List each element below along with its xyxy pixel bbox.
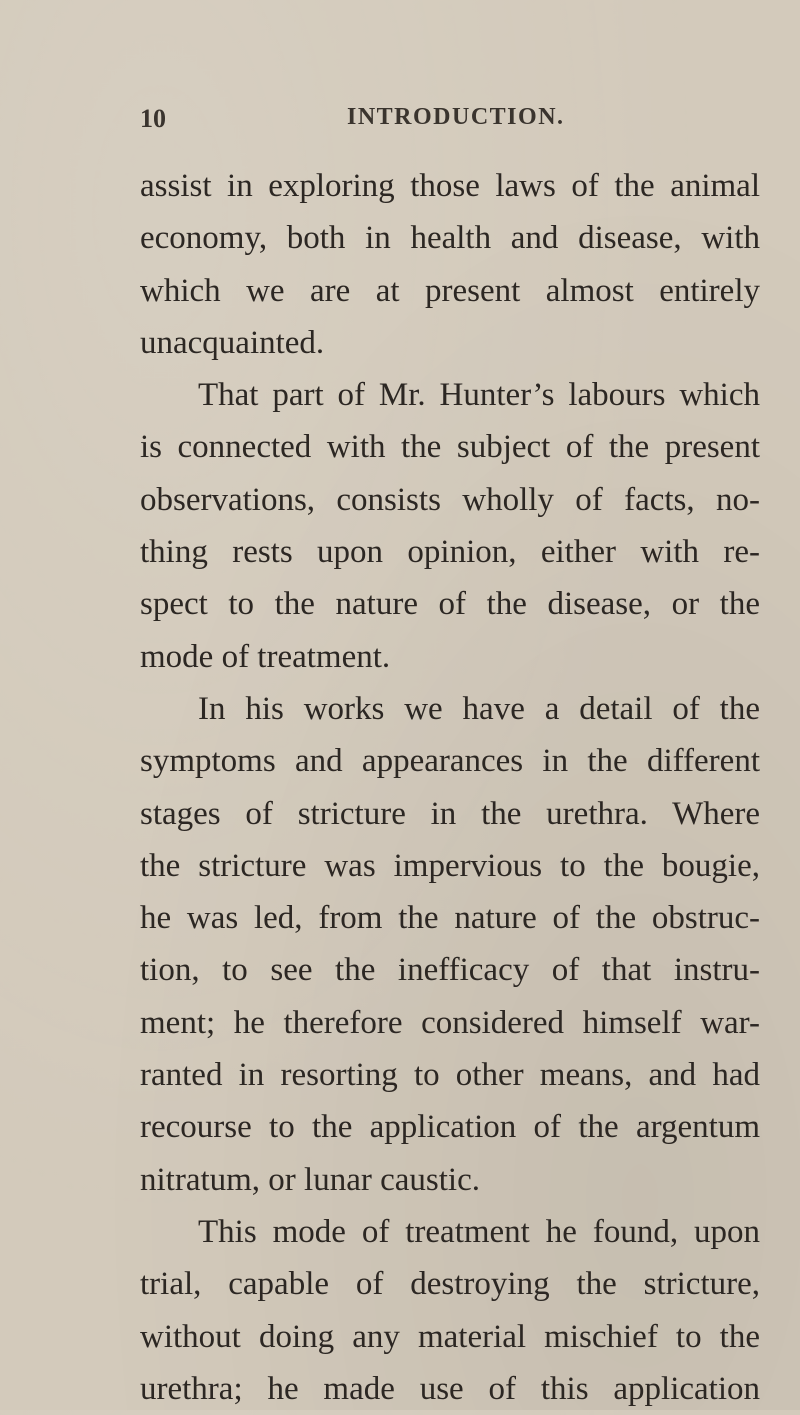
text-line: ment; he therefore considered himself war- <box>140 1004 760 1041</box>
text-line: assist in exploring those laws of the animal <box>140 168 760 204</box>
text-line: is connected with the subject of the present <box>140 429 760 466</box>
text-line: unacquainted. <box>140 324 325 361</box>
text-line: economy, both in health and disease, with <box>140 220 760 257</box>
paragraph-start-line: That part of Mr. Hunter’s labours which <box>198 377 760 414</box>
text-line: stages of stricture in the urethra. Where <box>140 795 760 832</box>
text-line: trial, capable of destroying the stricture, <box>140 1266 760 1303</box>
text-line: urethra; he made use of this application <box>140 1370 760 1407</box>
text-line: recourse to the application of the argentum <box>140 1109 760 1146</box>
text-line: thing rests upon opinion, either with re- <box>140 534 760 571</box>
text-line: tion, to see the inefficacy of that instru- <box>140 952 760 989</box>
text-line: mode of treatment. <box>140 638 391 675</box>
body-text <box>140 160 760 1415</box>
running-head: INTRODUCTION. <box>347 104 565 130</box>
paragraph-start-line: This mode of treatment he found, upon <box>198 1213 760 1250</box>
text-line: he was led, from the nature of the obstruc- <box>140 900 760 937</box>
page-header <box>140 104 800 144</box>
text-line: spect to the nature of the disease, or the <box>140 586 760 623</box>
text-line: symptoms and appearances in the different <box>140 743 760 780</box>
text-line: the stricture was impervious to the bougie, <box>140 847 760 884</box>
paragraph-start-line: In his works we have a detail of the <box>198 690 760 727</box>
text-line: nitratum, or lunar caustic. <box>140 1161 480 1198</box>
text-line: observations, consists wholly of facts, no- <box>140 481 760 518</box>
text-line: which we are at present almost entirely <box>140 272 760 309</box>
text-line: ranted in resorting to other means, and had <box>140 1057 760 1094</box>
text-line: without doing any material mischief to the <box>140 1318 760 1355</box>
page-number: 10 <box>140 104 166 133</box>
